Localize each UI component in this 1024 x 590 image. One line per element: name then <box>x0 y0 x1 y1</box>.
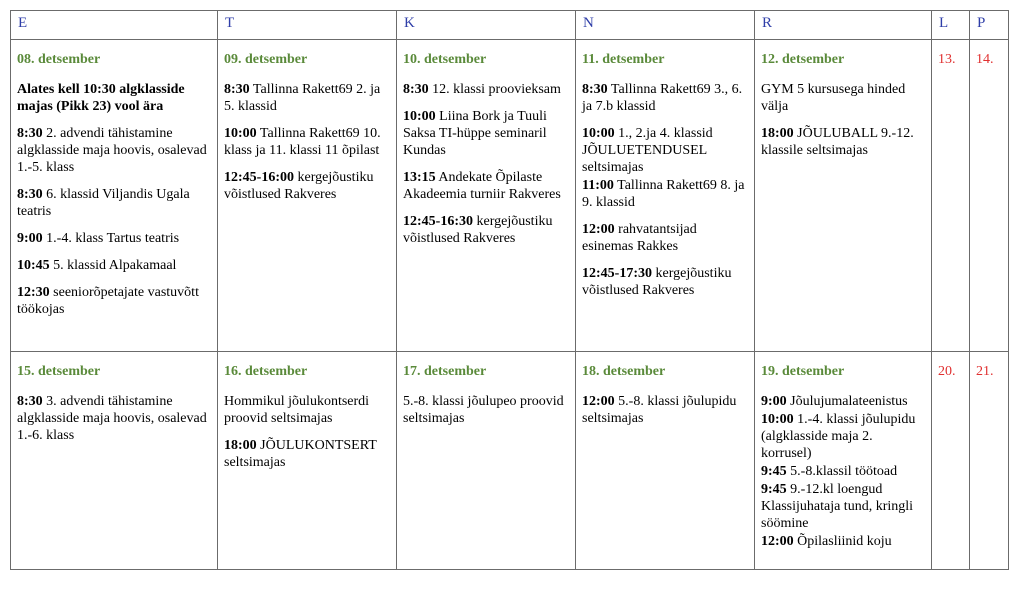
event-text: Jõulujumalateenistus <box>786 394 908 409</box>
event-text: kergejõustiku võistlused Rakveres <box>224 170 374 202</box>
event-time: 12:00 <box>582 394 615 409</box>
weekday-header: E <box>11 11 218 40</box>
day-date: 09. detsember <box>224 52 308 67</box>
event-text: Õpilasliinid koju <box>793 534 892 549</box>
event-item <box>403 213 569 247</box>
event-item <box>761 393 925 410</box>
weekend-date: 21. <box>976 364 994 379</box>
day-date: 12. detsember <box>761 52 845 67</box>
event-text: seeniorõpetajate vastuvõtt töökojas <box>17 285 199 317</box>
event-text: 6. klassid Viljandis Ugala teatris <box>17 187 190 219</box>
weekend-date: 14. <box>976 52 994 67</box>
day-cell <box>576 40 755 352</box>
event-item <box>17 81 211 115</box>
day-date: 17. detsember <box>403 364 487 379</box>
day-cell <box>218 352 397 570</box>
event-item <box>224 169 390 203</box>
weekday-header-row <box>11 11 1009 40</box>
event-text: Tallinna Rakett69 2. ja 5. klassid <box>224 82 381 114</box>
event-time: 18:00 <box>761 126 794 141</box>
event-item <box>761 463 925 480</box>
event-time: 12:00 <box>761 534 794 549</box>
event-item <box>761 533 925 550</box>
event-time: 9:45 <box>761 464 787 479</box>
event-text: rahvatantsijad esinemas Rakkes <box>582 222 697 254</box>
day-cell <box>932 352 970 570</box>
event-text: 1.-4. klass Tartus teatris <box>42 231 180 246</box>
event-time: 12:45-16:30 <box>403 214 473 229</box>
day-date: 11. detsember <box>582 52 665 67</box>
event-item <box>403 393 569 427</box>
event-item <box>582 393 748 427</box>
event-text: Alates kell 10:30 algklasside majas (Pikk 23) vool ära <box>17 82 185 114</box>
week-row <box>11 40 1009 352</box>
event-item <box>761 81 925 115</box>
event-time: 10:00 <box>582 126 615 141</box>
weekday-header: R <box>755 11 932 40</box>
event-item <box>403 108 569 159</box>
event-time: 8:30 <box>17 126 43 141</box>
event-time: 8:30 <box>17 394 43 409</box>
day-cell <box>11 352 218 570</box>
day-cell <box>932 40 970 352</box>
day-date: 19. detsember <box>761 364 845 379</box>
event-text: 3. advendi tähistamine algklasside maja hoovis, osalevad 1.-6. klass <box>17 394 207 443</box>
event-time: 9:00 <box>17 231 43 246</box>
event-time: 11:00 <box>582 178 614 193</box>
event-text: Andekate Õpilaste Akadeemia turniir Rakveres <box>403 170 561 202</box>
event-text: 12. klassi proovieksam <box>428 82 561 97</box>
event-time: 10:00 <box>403 109 436 124</box>
calendar-table <box>10 10 1009 570</box>
event-text: 5.-8. klassi jõulupidu seltsimajas <box>582 394 737 426</box>
event-item <box>17 393 211 444</box>
event-text: 2. advendi tähistamine algklasside maja hoovis, osalevad 1.-5. klass <box>17 126 207 175</box>
event-time: 12:00 <box>582 222 615 237</box>
day-cell <box>970 352 1009 570</box>
day-date: 18. detsember <box>582 364 666 379</box>
event-item <box>582 177 748 211</box>
day-date: 08. detsember <box>17 52 101 67</box>
day-cell <box>755 352 932 570</box>
day-date: 15. detsember <box>17 364 101 379</box>
event-text: kergejõustiku võistlused Rakveres <box>403 214 553 246</box>
event-text: 5. klassid Alpakamaal <box>49 258 177 273</box>
event-item <box>761 125 925 159</box>
weekend-date: 13. <box>938 52 956 67</box>
day-cell <box>397 352 576 570</box>
event-item <box>582 125 748 176</box>
event-item <box>761 411 925 462</box>
event-text: Liina Bork ja Tuuli Saksa TI-hüppe seminaril Kundas <box>403 109 547 158</box>
day-cell <box>576 352 755 570</box>
event-item <box>17 186 211 220</box>
event-text: Hommikul jõulukontserdi proovid seltsimajas <box>224 394 370 426</box>
event-item <box>224 437 390 471</box>
weekday-header: T <box>218 11 397 40</box>
weekday-header: L <box>932 11 970 40</box>
event-item <box>224 81 390 115</box>
event-time: 12:30 <box>17 285 50 300</box>
event-time: 12:45-16:00 <box>224 170 294 185</box>
day-cell <box>970 40 1009 352</box>
event-text: Tallinna Rakett69 8. ja 9. klassid <box>582 178 745 210</box>
event-item <box>17 257 211 274</box>
event-text: 1.-4. klassi jõulupidu (algklasside maja 2. korrusel) <box>761 412 916 461</box>
event-time: 12:45-17:30 <box>582 266 652 281</box>
weekday-header: N <box>576 11 755 40</box>
event-text: JÕULUKONTSERT seltsimajas <box>224 438 377 470</box>
weekday-header: P <box>970 11 1009 40</box>
day-cell <box>218 40 397 352</box>
event-item <box>403 169 569 203</box>
event-time: 10:00 <box>224 126 257 141</box>
event-time: 13:15 <box>403 170 436 185</box>
day-cell <box>11 40 218 352</box>
event-time: 9:45 <box>761 482 787 497</box>
event-time: 8:30 <box>17 187 43 202</box>
event-text: Tallinna Rakett69 10. klass ja 11. klassi 11 õpilast <box>224 126 381 158</box>
weekend-date: 20. <box>938 364 956 379</box>
event-time: 18:00 <box>224 438 257 453</box>
weekday-header: K <box>397 11 576 40</box>
event-text: GYM 5 kursusega hinded välja <box>761 82 906 114</box>
event-item <box>582 265 748 299</box>
week-row <box>11 352 1009 570</box>
event-text: JÕULUBALL 9.-12. klassile seltsimajas <box>761 126 914 158</box>
event-text: kergejõustiku võistlused Rakveres <box>582 266 732 298</box>
event-item <box>17 284 211 318</box>
event-time: 8:30 <box>403 82 429 97</box>
event-item <box>17 230 211 247</box>
event-item <box>224 393 390 427</box>
event-time: 9:00 <box>761 394 787 409</box>
day-cell <box>397 40 576 352</box>
event-time: 8:30 <box>224 82 250 97</box>
event-time: 10:00 <box>761 412 794 427</box>
event-item <box>582 81 748 115</box>
day-cell <box>755 40 932 352</box>
event-text: 5.-8.klassil töötoad <box>786 464 898 479</box>
event-item <box>761 481 925 532</box>
event-item <box>582 221 748 255</box>
event-item <box>224 125 390 159</box>
event-time: 10:45 <box>17 258 50 273</box>
event-text: 9.-12.kl loengud Klassijuhataja tund, kringli söömine <box>761 482 914 531</box>
event-text: 5.-8. klassi jõulupeo proovid seltsimajas <box>403 394 564 426</box>
event-item <box>17 125 211 176</box>
event-time: 8:30 <box>582 82 608 97</box>
event-text: 1., 2.ja 4. klassid JÕULUETENDUSEL seltsimajas <box>582 126 713 175</box>
event-text: Tallinna Rakett69 3., 6. ja 7.b klassid <box>582 82 743 114</box>
event-item <box>403 81 569 98</box>
day-date: 10. detsember <box>403 52 487 67</box>
day-date: 16. detsember <box>224 364 308 379</box>
